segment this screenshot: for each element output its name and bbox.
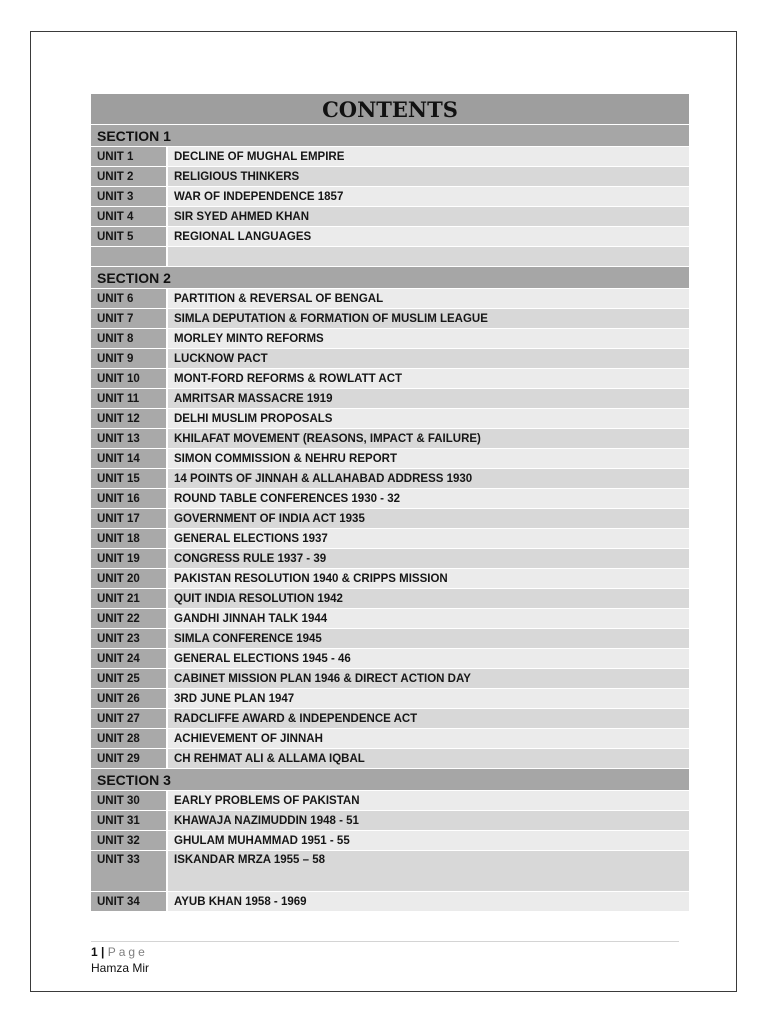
- table-row: [91, 892, 689, 912]
- unit-title: EARLY PROBLEMS OF PAKISTAN: [167, 791, 689, 811]
- unit-label: UNIT 3: [91, 187, 167, 207]
- table-row: [91, 791, 689, 811]
- footer-page-number: [91, 945, 148, 959]
- unit-title: ACHIEVEMENT OF JINNAH: [167, 729, 689, 749]
- unit-title: CONGRESS RULE 1937 - 39: [167, 549, 689, 569]
- table-row: [91, 409, 689, 429]
- table-row: [91, 489, 689, 509]
- table-row: [91, 429, 689, 449]
- page-separator: |: [101, 945, 105, 959]
- unit-label: UNIT 14: [91, 449, 167, 469]
- unit-label: UNIT 2: [91, 167, 167, 187]
- table-row: [91, 689, 689, 709]
- contents-table: [91, 94, 689, 912]
- unit-title: SIR SYED AHMED KHAN: [167, 207, 689, 227]
- table-row: [91, 289, 689, 309]
- unit-title: 3RD JUNE PLAN 1947: [167, 689, 689, 709]
- contents-title: CONTENTS: [91, 94, 689, 125]
- footer-rule: [91, 941, 679, 942]
- unit-title: ROUND TABLE CONFERENCES 1930 - 32: [167, 489, 689, 509]
- unit-label: UNIT 15: [91, 469, 167, 489]
- unit-label: UNIT 1: [91, 147, 167, 167]
- table-row: [91, 187, 689, 207]
- table-row: [91, 669, 689, 689]
- unit-label: UNIT 13: [91, 429, 167, 449]
- unit-title: CH REHMAT ALI & ALLAMA IQBAL: [167, 749, 689, 769]
- unit-title: GOVERNMENT OF INDIA ACT 1935: [167, 509, 689, 529]
- page-word: Page: [107, 945, 148, 959]
- table-row: [91, 207, 689, 227]
- unit-title: ISKANDAR MRZA 1955 – 58: [167, 851, 689, 892]
- unit-title: MONT-FORD REFORMS & ROWLATT ACT: [167, 369, 689, 389]
- table-row: [91, 509, 689, 529]
- unit-label: UNIT 29: [91, 749, 167, 769]
- unit-title: 14 POINTS OF JINNAH & ALLAHABAD ADDRESS 1930: [167, 469, 689, 489]
- table-row: [91, 349, 689, 369]
- table-row: [91, 831, 689, 851]
- unit-title: DECLINE OF MUGHAL EMPIRE: [167, 147, 689, 167]
- blank-row: [91, 247, 689, 267]
- unit-label: UNIT 6: [91, 289, 167, 309]
- unit-title: RELIGIOUS THINKERS: [167, 167, 689, 187]
- section-header-row: [91, 769, 689, 791]
- footer-author: Hamza Mir: [91, 961, 150, 975]
- unit-label: UNIT 27: [91, 709, 167, 729]
- unit-title: CABINET MISSION PLAN 1946 & DIRECT ACTION DAY: [167, 669, 689, 689]
- page-number: 1: [91, 945, 98, 959]
- unit-title: LUCKNOW PACT: [167, 349, 689, 369]
- unit-label: UNIT 7: [91, 309, 167, 329]
- contents-title-row: [91, 94, 689, 125]
- unit-title: REGIONAL LANGUAGES: [167, 227, 689, 247]
- unit-title: RADCLIFFE AWARD & INDEPENDENCE ACT: [167, 709, 689, 729]
- unit-label: UNIT 28: [91, 729, 167, 749]
- unit-label: UNIT 32: [91, 831, 167, 851]
- unit-label: UNIT 33: [91, 851, 167, 892]
- section-header: SECTION 1: [91, 125, 689, 147]
- table-row: [91, 569, 689, 589]
- unit-title: PAKISTAN RESOLUTION 1940 & CRIPPS MISSION: [167, 569, 689, 589]
- unit-label: [91, 247, 167, 267]
- unit-title: SIMLA CONFERENCE 1945: [167, 629, 689, 649]
- table-row: [91, 449, 689, 469]
- section-header: SECTION 2: [91, 267, 689, 289]
- unit-title: AMRITSAR MASSACRE 1919: [167, 389, 689, 409]
- section-header-row: [91, 125, 689, 147]
- table-row: [91, 309, 689, 329]
- table-row: [91, 167, 689, 187]
- table-row: [91, 389, 689, 409]
- unit-label: UNIT 8: [91, 329, 167, 349]
- table-row: [91, 549, 689, 569]
- unit-label: UNIT 26: [91, 689, 167, 709]
- table-row: [91, 329, 689, 349]
- unit-title: PARTITION & REVERSAL OF BENGAL: [167, 289, 689, 309]
- table-row: [91, 227, 689, 247]
- unit-label: UNIT 16: [91, 489, 167, 509]
- table-row: [91, 469, 689, 489]
- unit-label: UNIT 30: [91, 791, 167, 811]
- unit-title: GENERAL ELECTIONS 1945 - 46: [167, 649, 689, 669]
- table-row: [91, 147, 689, 167]
- unit-title: MORLEY MINTO REFORMS: [167, 329, 689, 349]
- unit-label: UNIT 5: [91, 227, 167, 247]
- table-row: [91, 709, 689, 729]
- unit-label: UNIT 17: [91, 509, 167, 529]
- table-row: [91, 649, 689, 669]
- table-row: [91, 369, 689, 389]
- unit-label: UNIT 19: [91, 549, 167, 569]
- table-row: [91, 629, 689, 649]
- unit-title: GENERAL ELECTIONS 1937: [167, 529, 689, 549]
- table-row: [91, 851, 689, 892]
- section-header: SECTION 3: [91, 769, 689, 791]
- unit-label: UNIT 31: [91, 811, 167, 831]
- unit-label: UNIT 18: [91, 529, 167, 549]
- unit-label: UNIT 24: [91, 649, 167, 669]
- contents-table-body: [91, 94, 689, 912]
- unit-title: KHILAFAT MOVEMENT (REASONS, IMPACT & FAILURE): [167, 429, 689, 449]
- table-row: [91, 729, 689, 749]
- unit-title: SIMON COMMISSION & NEHRU REPORT: [167, 449, 689, 469]
- unit-label: UNIT 23: [91, 629, 167, 649]
- table-row: [91, 609, 689, 629]
- unit-label: UNIT 4: [91, 207, 167, 227]
- unit-label: UNIT 20: [91, 569, 167, 589]
- unit-label: UNIT 9: [91, 349, 167, 369]
- unit-label: UNIT 34: [91, 892, 167, 912]
- table-row: [91, 589, 689, 609]
- section-header-row: [91, 267, 689, 289]
- unit-label: UNIT 21: [91, 589, 167, 609]
- table-row: [91, 529, 689, 549]
- unit-title: [167, 247, 689, 267]
- unit-title: GANDHI JINNAH TALK 1944: [167, 609, 689, 629]
- unit-label: UNIT 25: [91, 669, 167, 689]
- unit-label: UNIT 22: [91, 609, 167, 629]
- unit-label: UNIT 12: [91, 409, 167, 429]
- unit-title: KHAWAJA NAZIMUDDIN 1948 - 51: [167, 811, 689, 831]
- table-row: [91, 749, 689, 769]
- unit-label: UNIT 10: [91, 369, 167, 389]
- unit-title: SIMLA DEPUTATION & FORMATION OF MUSLIM LEAGUE: [167, 309, 689, 329]
- unit-title: DELHI MUSLIM PROPOSALS: [167, 409, 689, 429]
- unit-title: AYUB KHAN 1958 - 1969: [167, 892, 689, 912]
- table-row: [91, 811, 689, 831]
- unit-title: WAR OF INDEPENDENCE 1857: [167, 187, 689, 207]
- unit-title: QUIT INDIA RESOLUTION 1942: [167, 589, 689, 609]
- unit-title: GHULAM MUHAMMAD 1951 - 55: [167, 831, 689, 851]
- unit-label: UNIT 11: [91, 389, 167, 409]
